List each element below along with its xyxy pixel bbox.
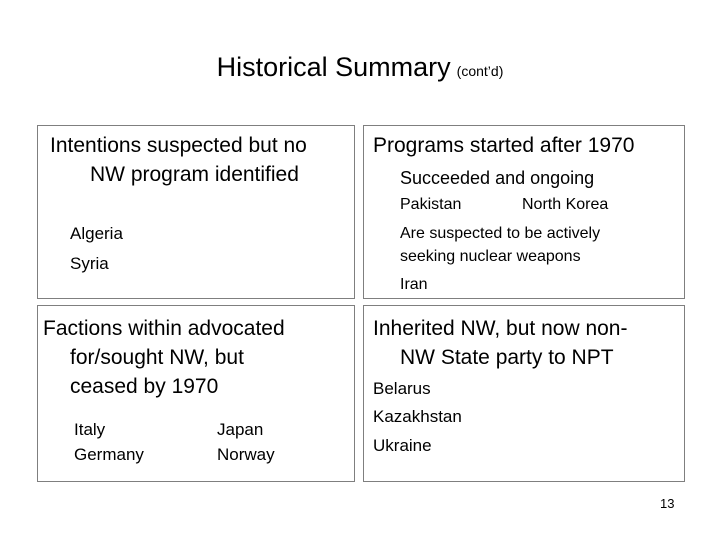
title-text: Historical Summary — [216, 52, 451, 82]
slide-title — [0, 52, 720, 83]
q3-item-norway: Norway — [217, 445, 275, 464]
q2-item-north-korea: North Korea — [522, 196, 609, 213]
q3-item-germany: Germany — [74, 445, 144, 464]
q4-heading-line2: NW State party to NPT — [400, 346, 614, 369]
q2-item-pakistan: Pakistan — [400, 196, 462, 213]
q1-heading-line1: Intentions suspected but no — [50, 134, 307, 157]
q2-sub-suspected-line1: Are suspected to be actively — [400, 225, 601, 242]
q1-item-algeria: Algeria — [70, 224, 123, 243]
q1-item-syria: Syria — [70, 254, 109, 273]
q3-heading-line3: ceased by 1970 — [70, 375, 219, 398]
q4-item-kazakhstan: Kazakhstan — [373, 407, 462, 426]
q4-heading-line1: Inherited NW, but now non- — [373, 317, 628, 340]
q1-heading-line2: NW program identified — [90, 163, 299, 186]
q4-item-belarus: Belarus — [373, 379, 431, 398]
q3-heading-line2: for/sought NW, but — [70, 346, 244, 369]
q3-heading-line1: Factions within advocated — [43, 317, 285, 340]
q2-heading: Programs started after 1970 — [373, 134, 635, 157]
title-note: (cont’d) — [456, 63, 504, 79]
q2-sub-suspected-line2: seeking nuclear weapons — [400, 248, 581, 265]
page-number: 13 — [660, 496, 675, 511]
q3-item-japan: Japan — [217, 420, 264, 439]
q4-item-ukraine: Ukraine — [373, 436, 432, 455]
q2-sub-succeeded: Succeeded and ongoing — [400, 168, 595, 188]
q2-item-iran: Iran — [400, 276, 428, 293]
q3-item-italy: Italy — [74, 420, 106, 439]
